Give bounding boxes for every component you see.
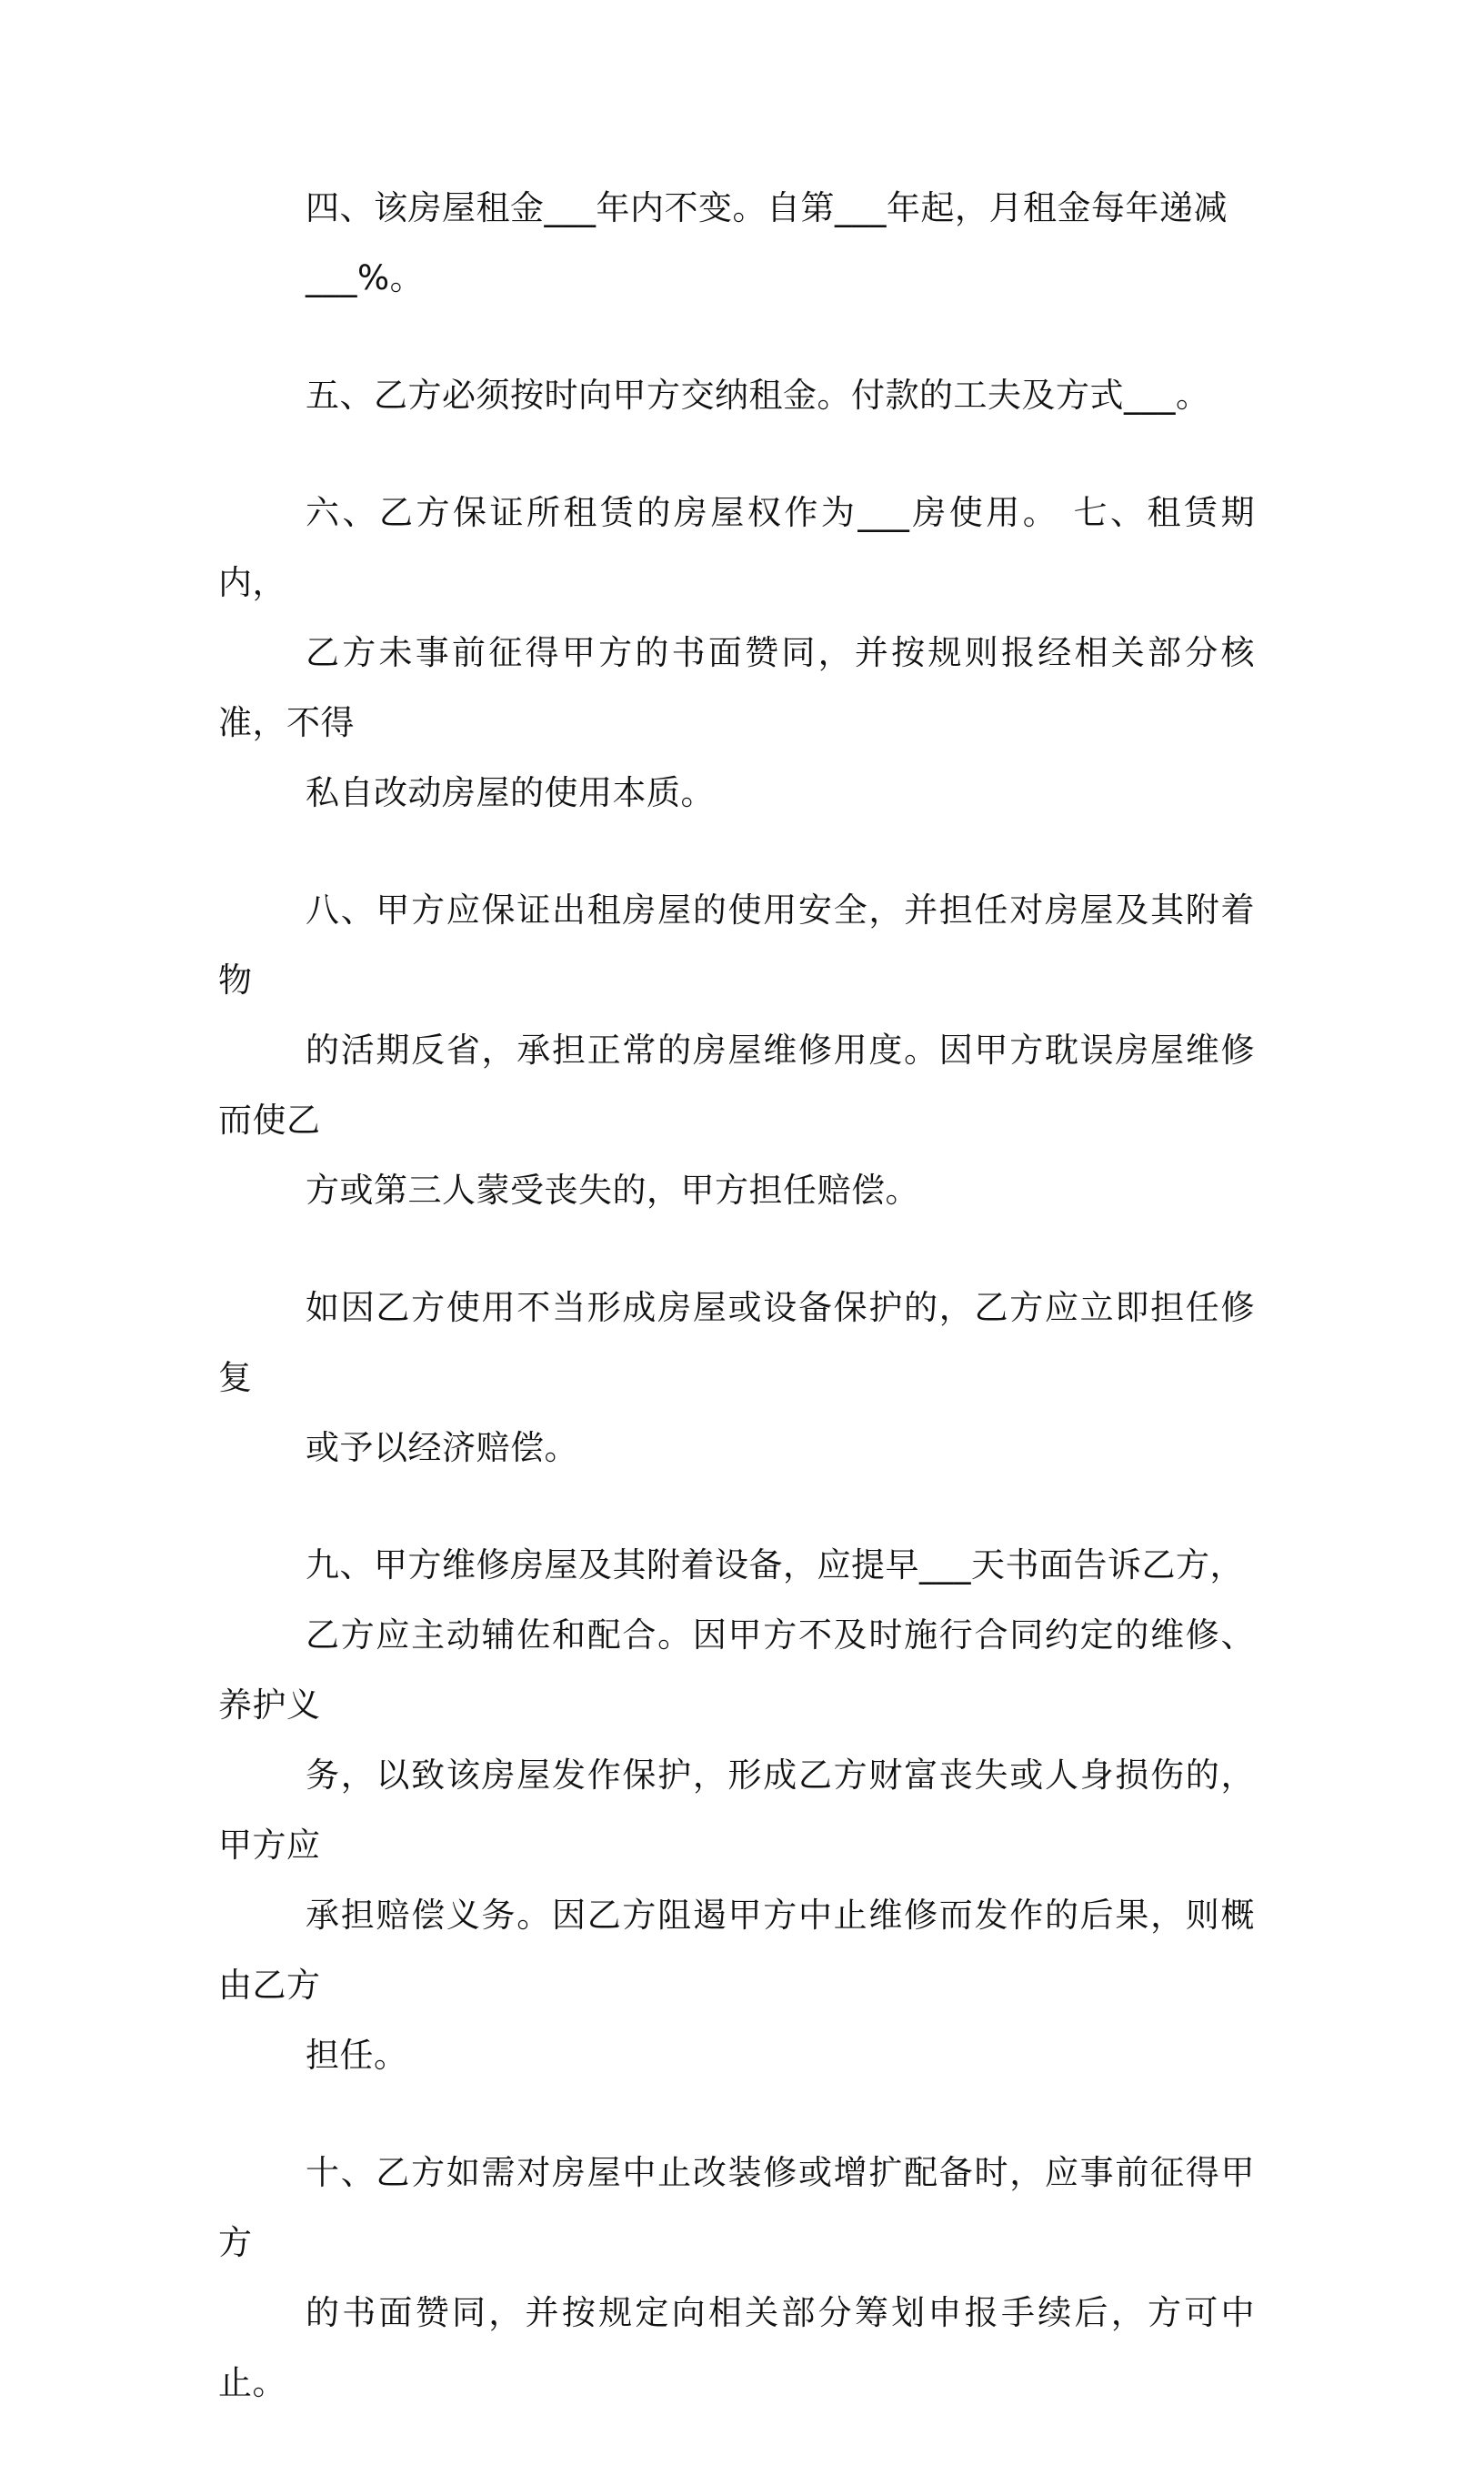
- paragraph-clause-8-damage: [218, 1273, 1255, 1483]
- paragraph-clause-5: [218, 360, 1255, 430]
- text-line: ___%。: [306, 258, 425, 297]
- text-line: 八、甲方应保证出租房屋的使用安全，并担任对房屋及其附着物: [218, 890, 1255, 1000]
- text-line: 五、乙方必须按时向甲方交纳租金。付款的工夫及方式___。: [306, 376, 1210, 415]
- text-line: 十、乙方如需对房屋中止改装修或增扩配备时，应事前征得甲方: [218, 2153, 1255, 2262]
- text-line: 或予以经济赔偿。: [306, 1428, 578, 1467]
- text-line: 四、该房屋租金___年内不变。自第___年起，月租金每年递减: [306, 188, 1228, 227]
- text-line: 私自改动房屋的使用本质。: [306, 773, 715, 812]
- text-line: 六、乙方保证所租赁的房屋权作为___房使用。 七、租赁期内，: [218, 493, 1255, 602]
- text-line: 如因乙方使用不当形成房屋或设备保护的，乙方应立即担任修复: [218, 1288, 1255, 1397]
- text-line: 乙方应主动辅佐和配合。因甲方不及时施行合同约定的维修、养护义: [218, 1615, 1255, 1725]
- text-line: 务，以致该房屋发作保护，形成乙方财富丧失或人身损伤的，甲方应: [218, 1756, 1255, 1865]
- text-line: 九、甲方维修房屋及其附着设备，应提早___天书面告诉乙方，: [306, 1545, 1244, 1585]
- text-line: 担任。: [306, 2036, 408, 2075]
- paragraph-clause-6-7: [218, 478, 1255, 828]
- text-line: 的活期反省，承担正常的房屋维修用度。因甲方耽误房屋维修而使乙: [218, 1031, 1255, 1140]
- paragraph-clause-8: [218, 875, 1255, 1225]
- text-line: 乙方未事前征得甲方的书面赞同，并按规则报经相关部分核准，不得: [218, 633, 1255, 742]
- paragraph-clause-10: [218, 2138, 1255, 2418]
- text-line: 的书面赞同，并按规定向相关部分筹划申报手续后，方可中止。: [218, 2293, 1255, 2402]
- text-line: 方或第三人蒙受丧失的，甲方担任赔偿。: [306, 1171, 919, 1210]
- paragraph-clause-4: [218, 173, 1255, 313]
- text-line: 承担赔偿义务。因乙方阻遏甲方中止维修而发作的后果，则概由乙方: [218, 1896, 1255, 2005]
- paragraph-clause-9: [218, 1530, 1255, 2090]
- document-body: [218, 173, 1255, 2465]
